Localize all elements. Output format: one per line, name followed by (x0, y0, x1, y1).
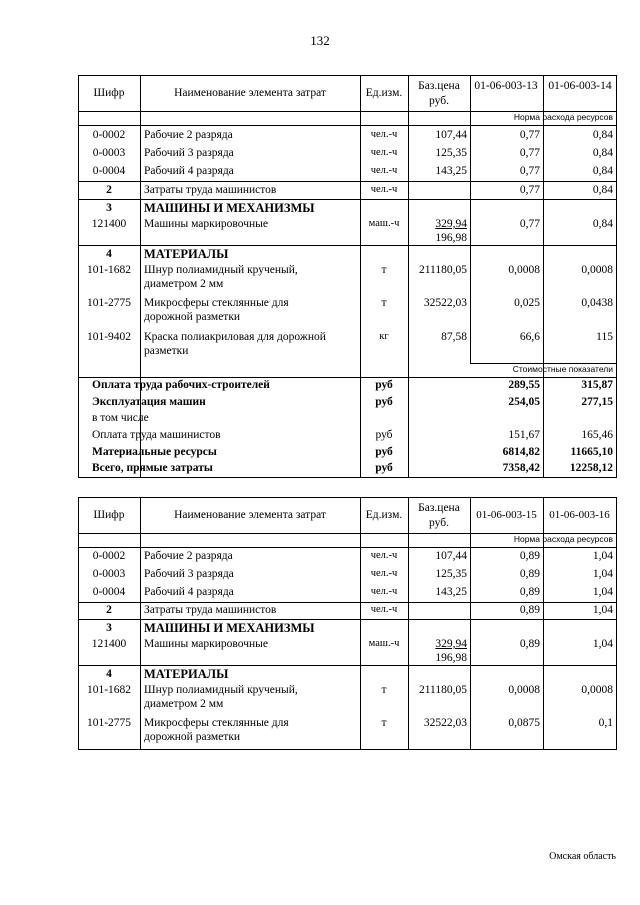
resource-table-2: Шифр Наименование элемента затрат Ед.изм. Баз.цена руб. 01-06-003-15 01-06-003-16 Норма расхода ресурсов 0-0002 Рабочие 2 разряда чел.-ч 107,44 0,89 1,04 0-0003 Рабочий 3 разряда чел.-ч 125,35 0,89 1,04 0-0004 Рабочий 4 разряда чел.-ч 143,25 0,89 1,04 2 Затраты труда машинистов чел.-ч 0,89 1,04 3 МАШИНЫ И МЕХАНИЗМЫ 121400 Машины маркировочные маш.-ч 329,94 196,98 0,89 1,04 4 МАТЕРИАЛЫ 101-1682 Шнур полиамидный крученый, диаметром 2 мм т 211180,05 0,0008 0,0008 101-2775 Микросферы стеклянные для дорожной разметки т 32522,03 0,0875 0,1 (78, 497, 617, 749)
header-unit: Ед.изм. (365, 509, 403, 521)
page-number: 132 (310, 33, 330, 48)
header-price: Баз.цена руб. (418, 502, 460, 529)
header-col2: 01-06-003-14 (548, 80, 612, 92)
norm-label: Норма расхода ресурсов (513, 112, 613, 122)
footer-region: Омская область (549, 851, 616, 862)
header-price: Баз.цена руб. (418, 80, 460, 107)
header-name: Наименование элемента затрат (174, 87, 326, 99)
header-code: Шифр (93, 87, 125, 99)
resource-table-1: Шифр Наименование элемента затрат Ед.изм. Баз.цена руб. 01-06-003-13 01-06-003-14 Норма расхода ресурсов 0-0002 Рабочие 2 разряда чел.-ч 107,44 0,77 0,84 0-0003 Рабочий 3 разряда чел.-ч 125,35 0,77 0,84 0-0004 Рабочий 4 разряда чел.-ч 143,25 0,77 0,84 2 Затраты труда машинистов чел.-ч 0,77 0,84 3 МАШИНЫ И МЕХАНИЗМЫ 121400 Машины маркировочные маш.-ч 329,94 196,98 0,77 0,84 4 МАТЕРИАЛЫ 101-1682 Шнур полиамидный крученый, диаметром 2 мм т 211180,05 0,0008 0,0008 101-2775 Микросферы стеклянные для дорожной разметки т 32522,03 0,025 0,0438 101-9402 Краска полиакриловая для дорожной разметки кг 87,58 66,6 115 Стоимостные показатели Оплата труда рабочих-строителей руб 289,55 315,87 Эксплуатация машин руб 254,05 277,15 в том числе Оплата труда машинистов руб 151,67 165,46 Материальные ресурсы руб 6814,82 11665,10 Всего, прямые затраты руб 7358,42 12258,12 (78, 75, 617, 477)
header-col1: 01-06-003-15 (476, 509, 537, 521)
header-col2: 01-06-003-16 (549, 509, 610, 521)
norm-label: Норма расхода ресурсов (513, 534, 613, 544)
header-name: Наименование элемента затрат (174, 509, 326, 521)
header-col1: 01-06-003-13 (474, 80, 538, 92)
header-unit: Ед.изм. (365, 87, 403, 99)
header-code: Шифр (93, 509, 125, 521)
cost-label: Стоимостные показатели (512, 364, 613, 374)
